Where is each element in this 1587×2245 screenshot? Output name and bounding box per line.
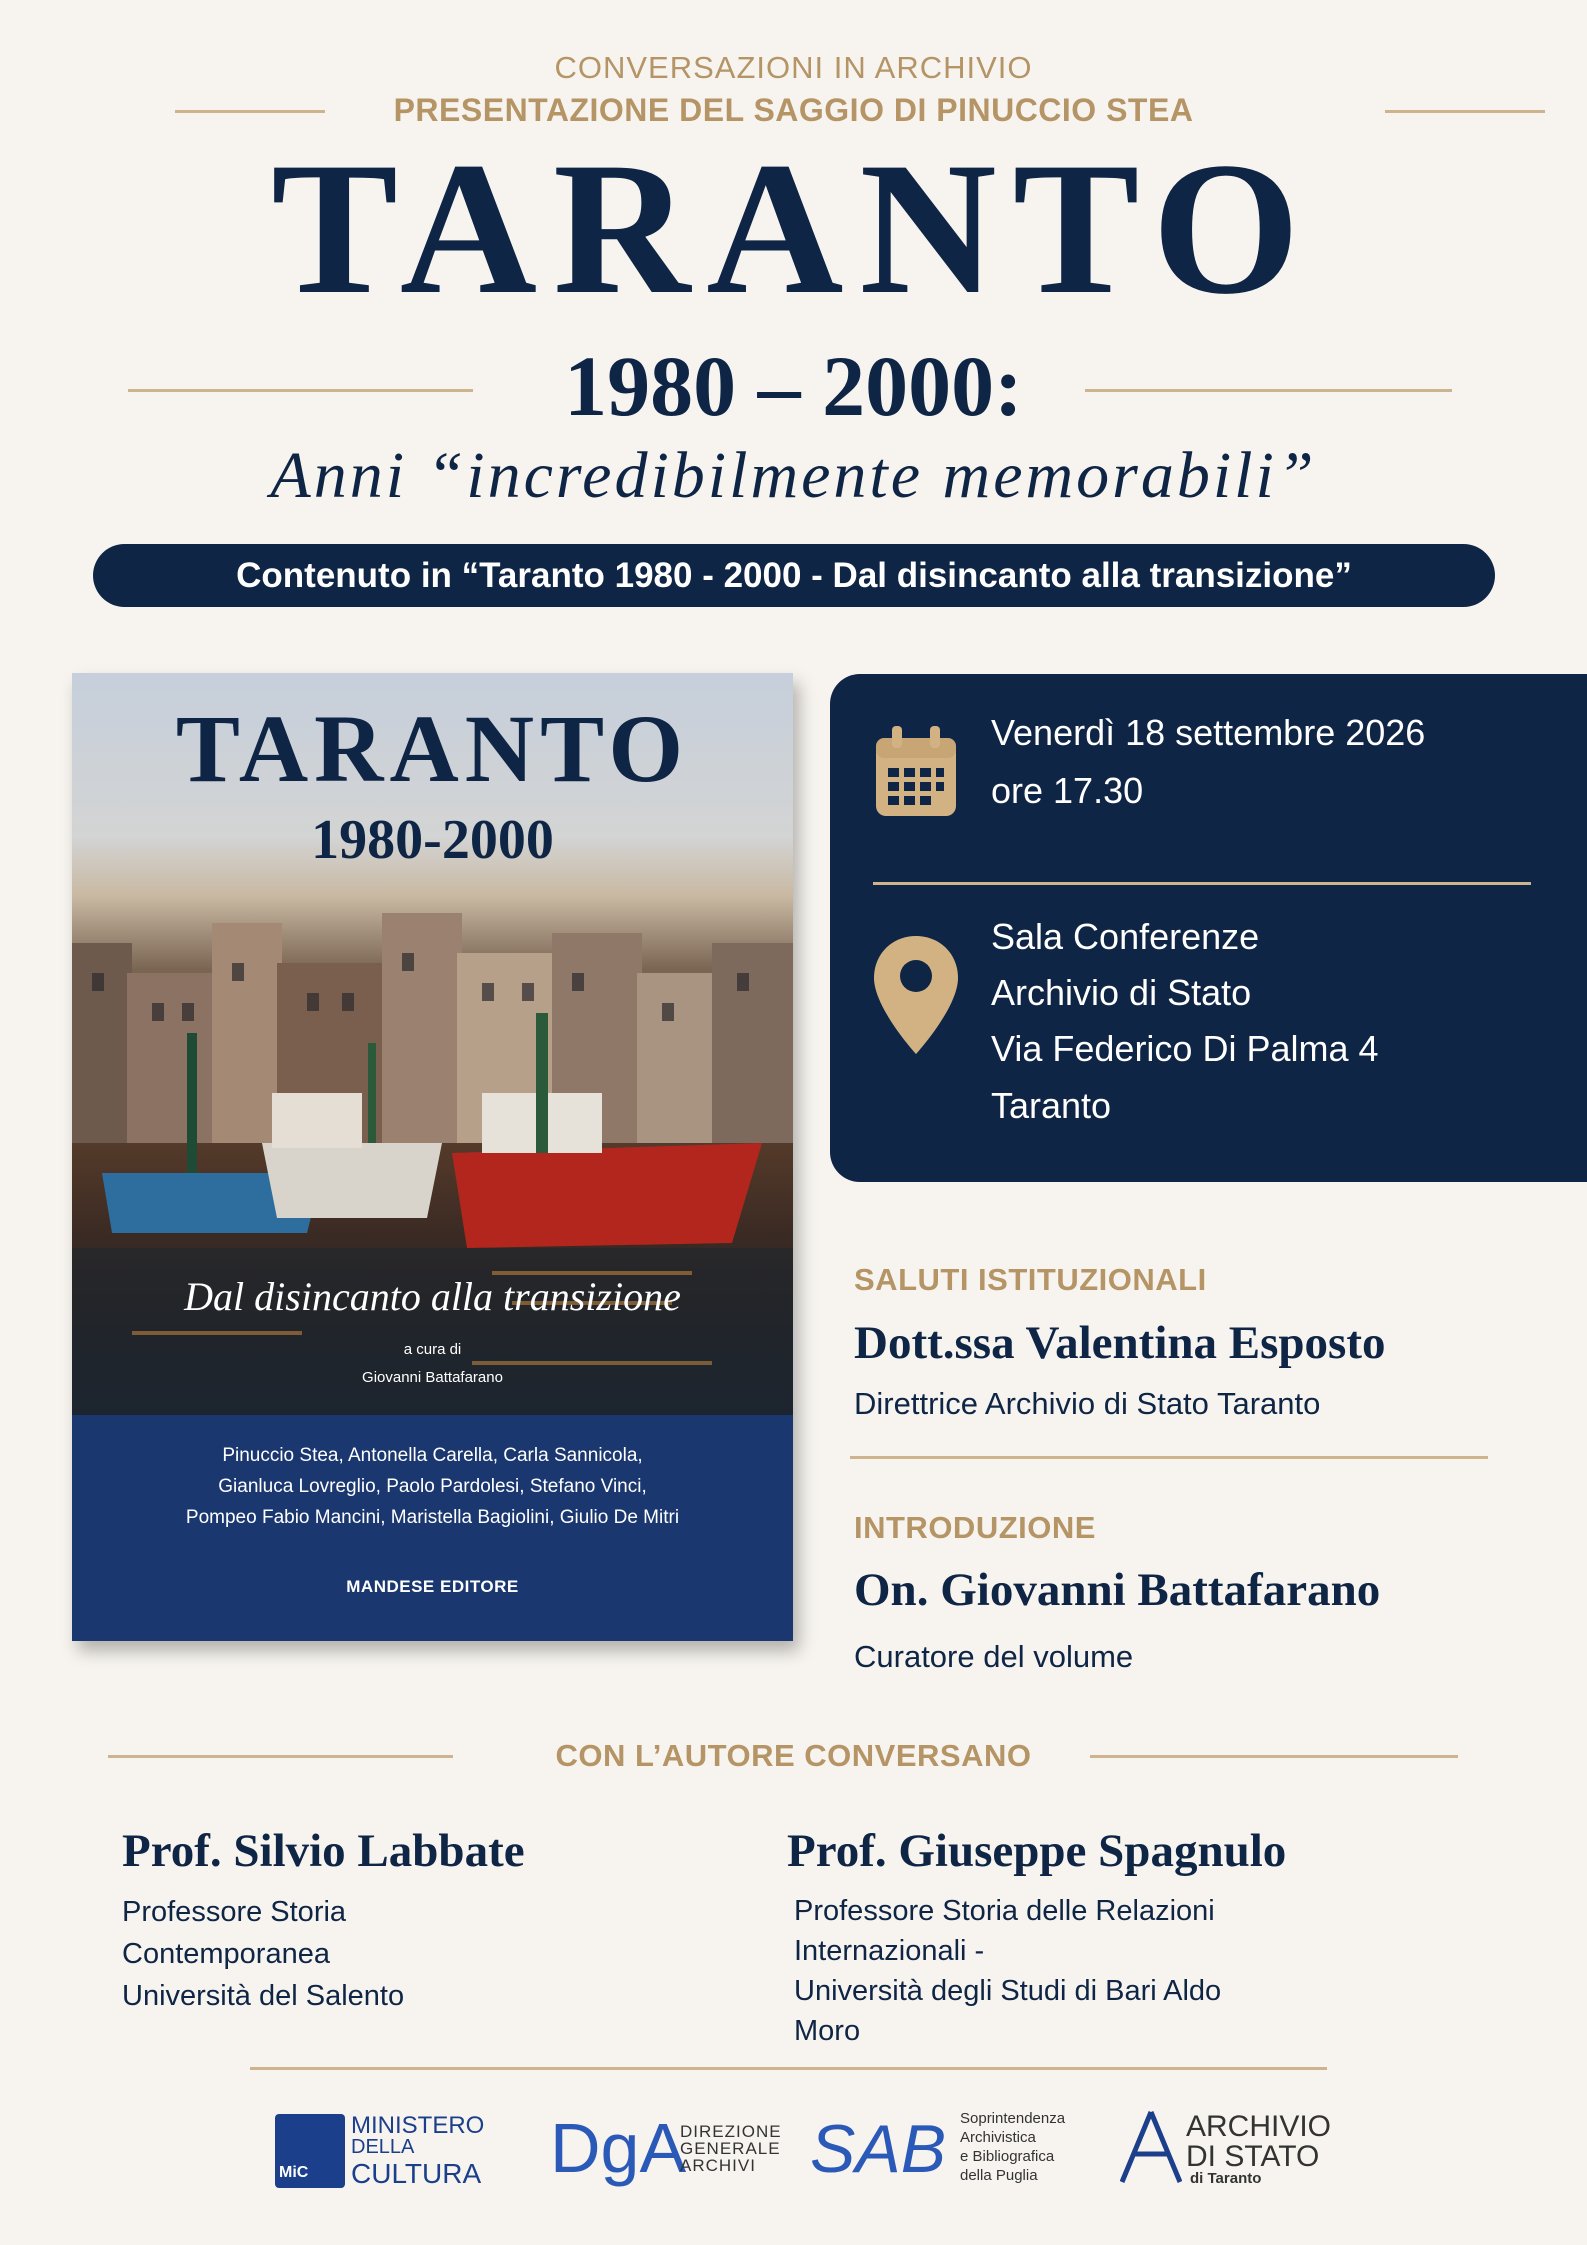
- sab-line: Archivistica: [960, 2129, 1036, 2146]
- mic-line: MINISTERO: [351, 2112, 485, 2139]
- conversano-label: CON L’AUTORE CONVERSANO: [555, 1738, 1032, 1773]
- calendar-icon: [874, 726, 958, 823]
- footer-rule: [250, 2067, 1327, 2070]
- book-subtitle: Dal disincanto alla transizione: [184, 1274, 681, 1319]
- speaker-divider: [850, 1456, 1488, 1459]
- main-title: TARANTO: [271, 124, 1316, 334]
- archivio-stato-logo: [1120, 2110, 1350, 2190]
- saluti-name: Dott.ssa Valentina Esposto: [854, 1317, 1386, 1369]
- speaker-role-line: Professore Storia delle Relazioni: [794, 1895, 1215, 1927]
- book-author-band: [72, 1415, 793, 1641]
- book-cover-photo: [72, 673, 793, 1415]
- saluti-role: Direttrice Archivio di Stato Taranto: [854, 1386, 1321, 1421]
- series-kicker: CONVERSAZIONI IN ARCHIVIO: [554, 50, 1033, 85]
- dga-line: DIREZIONE: [680, 2122, 782, 2141]
- speaker-name: Prof. Silvio Labbate: [122, 1825, 525, 1877]
- book-authors-line: Pompeo Fabio Mancini, Maristella Bagiolini, Giulio De Mitri: [185, 1507, 680, 1528]
- book-authors-line: Pinuccio Stea, Antonella Carella, Carla Sannicola,: [222, 1445, 643, 1466]
- mic-line: CULTURA: [351, 2158, 482, 2189]
- sab-line: della Puglia: [960, 2167, 1038, 2184]
- archivio-line: DI STATO: [1186, 2140, 1320, 2173]
- dga-line: ARCHIVI: [680, 2156, 756, 2175]
- venue-line: Sala Conferenze: [991, 916, 1260, 957]
- contained-in-banner: Contenuto in “Taranto 1980 - 2000 - Dal disincanto alla transizione”: [93, 544, 1495, 607]
- book-curator: Giovanni Battafarano: [362, 1369, 503, 1386]
- mic-short: MiC: [279, 2164, 309, 2181]
- book-authors-line: Gianluca Lovreglio, Paolo Pardolesi, Stefano Vinci,: [218, 1476, 647, 1497]
- book-title: TARANTO: [175, 695, 690, 802]
- book-cura-label: a cura di: [403, 1341, 462, 1358]
- speaker-role-line: Università del Salento: [122, 1980, 405, 2012]
- archivio-emblem-icon: [1120, 2110, 1182, 2184]
- speaker-role-line: Contemporanea: [122, 1938, 330, 1970]
- book-publisher: MANDESE EDITORE: [346, 1577, 519, 1596]
- book-cover: [72, 673, 793, 1641]
- speaker-name: Prof. Giuseppe Spagnulo: [787, 1825, 1287, 1877]
- speaker-role-line: Professore Storia: [122, 1896, 347, 1928]
- presentation-kicker: PRESENTAZIONE DEL SAGGIO DI PINUCCIO STEA: [393, 92, 1194, 128]
- event-time: ore 17.30: [991, 770, 1144, 811]
- speaker-role-line: Internazionali -: [794, 1935, 985, 1967]
- event-date: Venerdì 18 settembre 2026: [991, 712, 1426, 753]
- info-divider: [873, 882, 1531, 885]
- sab-logo: [810, 2108, 1100, 2188]
- book-years: 1980-2000: [311, 809, 554, 871]
- archivio-line: di Taranto: [1190, 2170, 1262, 2187]
- venue-line: Via Federico Di Palma 4: [991, 1028, 1379, 1069]
- dga-line: GENERALE: [680, 2139, 781, 2158]
- sab-line: Soprintendenza: [960, 2110, 1066, 2127]
- location-pin-icon: [874, 936, 958, 1059]
- subtitle: Anni “incredibilmente memorabili”: [270, 439, 1317, 512]
- speaker-role-line: Università degli Studi di Bari Aldo: [794, 1975, 1222, 2007]
- dga-logo: [550, 2108, 790, 2188]
- sab-mark: SAB: [810, 2111, 947, 2187]
- event-info-box: [830, 674, 1587, 1182]
- mic-logo: [275, 2112, 495, 2190]
- venue-line: Taranto: [991, 1085, 1112, 1126]
- intro-label: INTRODUZIONE: [854, 1510, 1096, 1545]
- mic-line: DELLA: [351, 2136, 415, 2158]
- dga-mark: DgA: [550, 2109, 687, 2187]
- saluti-label: SALUTI ISTITUZIONALI: [854, 1262, 1207, 1297]
- intro-name: On. Giovanni Battafarano: [854, 1564, 1381, 1616]
- venue-line: Archivio di Stato: [991, 972, 1252, 1013]
- sab-line: e Bibliografica: [960, 2148, 1055, 2165]
- speaker-role-line: Moro: [794, 2015, 861, 2047]
- archivio-line: ARCHIVIO: [1186, 2110, 1332, 2143]
- years-heading: 1980 – 2000:: [564, 338, 1023, 434]
- intro-role: Curatore del volume: [854, 1639, 1134, 1674]
